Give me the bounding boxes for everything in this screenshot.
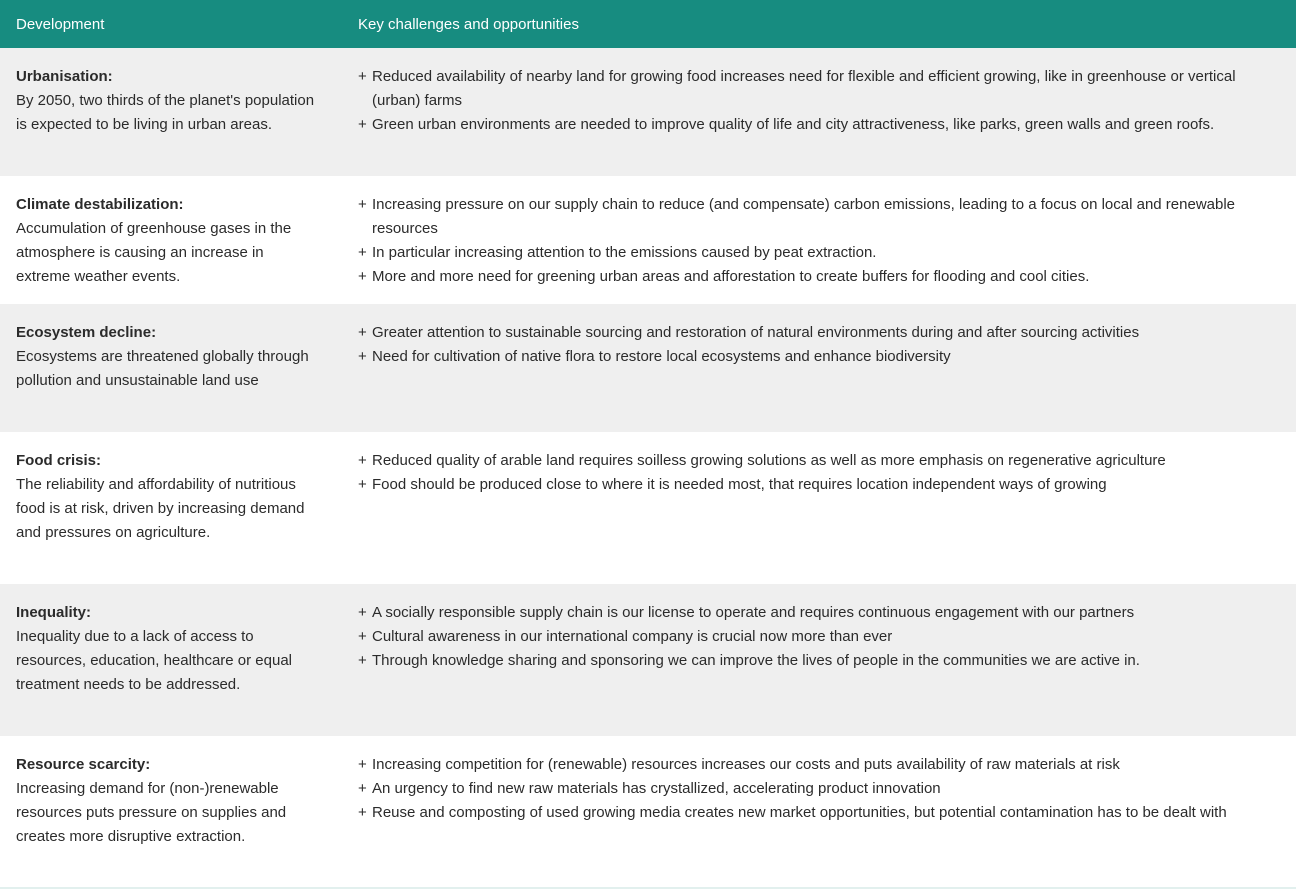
- development-cell: [0, 449, 358, 584]
- challenge-item: [358, 625, 1282, 649]
- challenge-item: [358, 241, 1282, 265]
- development-description: By 2050, two thirds of the planet's population is expected to be living in urban areas.: [16, 92, 315, 133]
- development-cell: [0, 753, 358, 889]
- challenges-cell: [358, 321, 1296, 432]
- plus-marker: +: [358, 268, 367, 285]
- challenge-text: Reuse and composting of used growing media creates new market opportunities, but potential contamination has to be dealt with: [372, 804, 1227, 821]
- challenge-item: [358, 113, 1282, 137]
- development-description: Ecosystems are threatened globally through pollution and unsustainable land use: [16, 348, 309, 389]
- challenge-text: Through knowledge sharing and sponsoring we can improve the lives of people in the communities we are active in.: [372, 652, 1140, 669]
- table-row: [0, 304, 1296, 432]
- development-description: Inequality due to a lack of access to resources, education, healthcare or equal treatment needs to be addressed.: [16, 628, 293, 693]
- development-cell: [0, 321, 358, 432]
- challenge-text: Reduced quality of arable land requires soilless growing solutions as well as more emphasis on regenerative agriculture: [372, 452, 1166, 469]
- plus-marker: +: [358, 476, 367, 493]
- development-title: Resource scarcity:: [16, 756, 151, 773]
- development-cell: [0, 65, 358, 176]
- challenge-item: [358, 449, 1282, 473]
- plus-marker: +: [358, 348, 367, 365]
- table-row: [0, 736, 1296, 889]
- development-description: Accumulation of greenhouse gases in the atmosphere is causing an increase in extreme weather events.: [16, 220, 292, 285]
- development-cell: [0, 601, 358, 736]
- challenge-item: [358, 753, 1282, 777]
- plus-marker: +: [358, 452, 367, 469]
- development-description: The reliability and affordability of nutritious food is at risk, driven by increasing demand and pressures on agriculture.: [16, 476, 305, 541]
- challenge-text: Need for cultivation of native flora to restore local ecosystems and enhance biodiversity: [372, 348, 951, 365]
- challenge-text: Increasing pressure on our supply chain to reduce (and compensate) carbon emissions, leading to a focus on local and renewable resources: [372, 196, 1236, 237]
- challenge-text: Reduced availability of nearby land for growing food increases need for flexible and efficient growing, like in greenhouse or vertical (urban) farms: [372, 68, 1236, 109]
- challenge-text: Food should be produced close to where it is needed most, that requires location independent ways of growing: [372, 476, 1107, 493]
- development-title: Food crisis:: [16, 452, 102, 469]
- challenges-cell: [358, 193, 1296, 304]
- development-cell: [0, 193, 358, 304]
- challenge-item: [358, 345, 1282, 369]
- plus-marker: +: [358, 324, 367, 341]
- challenge-item: [358, 265, 1282, 289]
- challenge-item: [358, 649, 1282, 673]
- table-row: [0, 176, 1296, 304]
- plus-marker: +: [358, 652, 367, 669]
- challenge-item: [358, 321, 1282, 345]
- challenge-item: [358, 193, 1282, 241]
- challenges-cell: [358, 753, 1296, 889]
- challenge-item: [358, 801, 1282, 825]
- challenge-text: In particular increasing attention to the emissions caused by peat extraction.: [372, 244, 877, 261]
- table-row: [0, 48, 1296, 176]
- plus-marker: +: [358, 756, 367, 773]
- challenge-text: An urgency to find new raw materials has crystallized, accelerating product innovation: [372, 780, 941, 797]
- plus-marker: +: [358, 780, 367, 797]
- plus-marker: +: [358, 116, 367, 133]
- table-row: [0, 584, 1296, 736]
- table-row: [0, 432, 1296, 584]
- plus-marker: +: [358, 244, 367, 261]
- challenges-cell: [358, 65, 1296, 176]
- challenge-item: [358, 777, 1282, 801]
- development-title: Climate destabilization:: [16, 196, 184, 213]
- challenges-cell: [358, 449, 1296, 584]
- plus-marker: +: [358, 68, 367, 85]
- challenge-item: [358, 473, 1282, 497]
- challenge-text: Green urban environments are needed to improve quality of life and city attractiveness, like parks, green walls and green roofs.: [372, 116, 1215, 133]
- challenge-text: Greater attention to sustainable sourcing and restoration of natural environments during and after sourcing activities: [372, 324, 1140, 341]
- challenge-text: Increasing competition for (renewable) resources increases our costs and puts availability of raw materials at risk: [372, 756, 1120, 773]
- development-description: Increasing demand for (non-)renewable resources puts pressure on supplies and creates more disruptive extraction.: [16, 780, 287, 845]
- challenge-text: A socially responsible supply chain is our license to operate and requires continuous engagement with our partners: [372, 604, 1135, 621]
- plus-marker: +: [358, 196, 367, 213]
- plus-marker: +: [358, 628, 367, 645]
- plus-marker: +: [358, 804, 367, 821]
- challenge-text: More and more need for greening urban areas and afforestation to create buffers for flooding and cool cities.: [372, 268, 1090, 285]
- challenges-cell: [358, 601, 1296, 736]
- development-title: Inequality:: [16, 604, 92, 621]
- header-challenges: Key challenges and opportunities: [358, 15, 579, 33]
- plus-marker: +: [358, 604, 367, 621]
- development-title: Urbanisation:: [16, 68, 113, 85]
- challenge-text: Cultural awareness in our international company is crucial now more than ever: [372, 628, 893, 645]
- challenge-item: [358, 65, 1282, 113]
- development-title: Ecosystem decline:: [16, 324, 157, 341]
- challenge-item: [358, 601, 1282, 625]
- header-development: Development: [16, 15, 105, 33]
- table-header: [0, 0, 1296, 48]
